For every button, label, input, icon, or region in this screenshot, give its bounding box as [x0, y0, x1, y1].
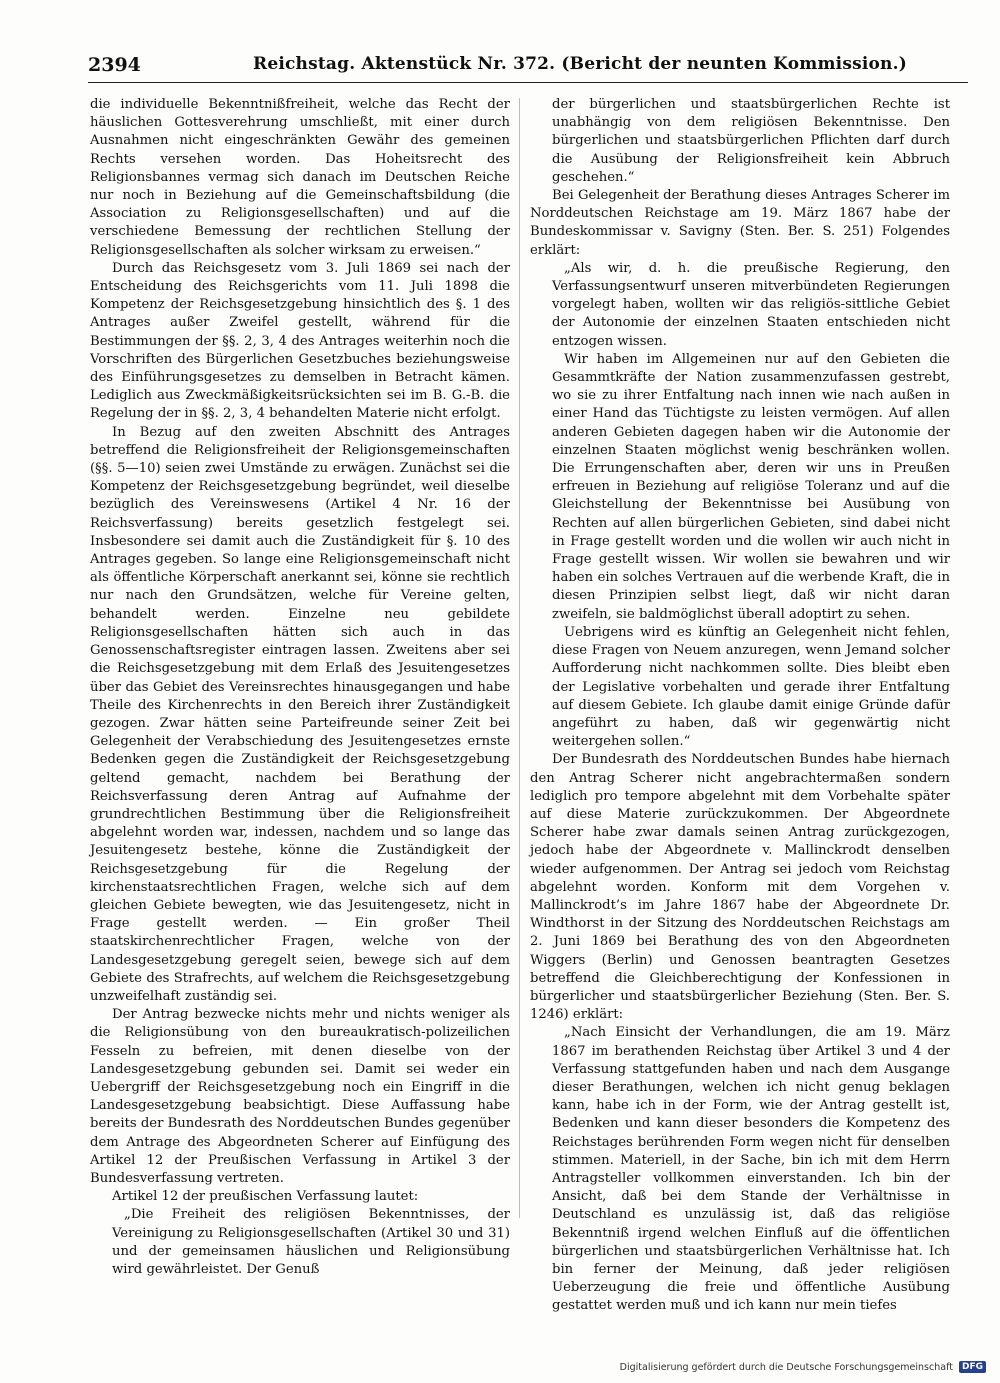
paragraph: die individuelle Bekenntnißfreiheit, welche das Recht der häuslichen Gottesverehrung umschließt, mit einer durch Ausnahmen nicht eingeschränkten Gewähr des gemeinen Rechts versehen worden. Das Hoheitsrecht des Religionsbannes vermag sich danach im Deutschen Reiche nur noch in Beziehung auf die Gemeinschaftsbildung (die Association zu Religionsgesellschaften) und auf die verschiedene Bemessung der rechtlichen Stellung der Religionsgesellschaften als solcher wirksam zu erweisen.“: [90, 97, 510, 258]
left-column: [90, 96, 510, 1279]
paragraph: Durch das Reichsgesetz vom 3. Juli 1869 sei nach der Entscheidung des Reichsgerichts vom 11. Juli 1898 die Kompetenz der Reichsgesetzgebung hinsichtlich des §. 1 des Antrages außer Zweifel gestellt, während für die Bestimmungen der §§. 2, 3, 4 des Antrages weiterhin noch die Vorschriften des Bürgerlichen Gesetzbuches beziehungsweise des Einführungsgesetzes zu demselben in Betracht kämen. Lediglich aus Zweckmäßigkeitsrücksichten sei im B. G.-B. die Regelung der in §§. 2, 3, 4 behandelten Materie nicht erfolgt.: [90, 260, 510, 422]
credit-text: Digitalisierung gefördert durch die Deutsche Forschungsgemeinschaft: [619, 1361, 953, 1373]
right-column: [530, 96, 950, 1316]
column-divider: [519, 98, 520, 1218]
paragraph: Bei Gelegenheit der Berathung dieses Antrages Scherer im Norddeutschen Reichstage am 19. März 1867 habe der Bundeskommissar v. Savigny (Sten. Ber. S. 251) Folgendes erklärt:: [530, 188, 950, 258]
paragraph: In Bezug auf den zweiten Abschnitt des Antrages betreffend die Religionsfreiheit der Religionsgemeinschaften (§§. 5—10) seien zwei Umstände zu erwägen. Zunächst sei die Kompetenz der Reichsgesetzgebung begründet, weil dieselbe bezüglich des Vereinswesens (Artikel 4 Nr. 16 der Reichsverfassung) bereits gesetzlich festgelegt sei. Insbesondere sei damit auch die Zuständigkeit für §. 10 des Antrages gegeben. So lange eine Religionsgemeinschaft nicht als öffentliche Körperschaft anerkannt sei, könne sie rechtlich nur nach den Grundsätzen, welche für Vereine gelten, behandelt werden. Einzelne neu gebildete Religionsgesellschaften hätten sich auch in das Genossenschaftsregister eintragen lassen. Zweitens aber sei die Reichsgesetzgebung mit dem Erlaß des Jesuitengesetzes über das Gebiet des Vereinsrechtes hinausgegangen und habe Theile des Kirchenrechts in den Bereich ihrer Zuständigkeit gezogen. Zwar hätten seine Parteifreunde seiner Zeit bei Gelegenheit der Verabschiedung des Jesuitengesetzes ernste Bedenken gegen die Zuständigkeit der Reichsgesetzgebung geltend gemacht, nachdem bei Berathung der Reichsverfassung deren Antrag auf Aufnahme der grundrechtlichen Bestimmung über die Religionsfreiheit abgelehnt worden war, indessen, nachdem und so lange das Jesuitengesetz bestehe, könne die Zuständigkeit der Reichsgesetzgebung für die Regelung der kirchenstaatsrechtlichen Fragen, welche sich auf dem gleichen Gebiete bewegten, wie das Jesuitengesetz, nicht in Frage gestellt werden. — Ein großer Theil staatskirchenrechtlicher Fragen, welche von der Landesgesetzgebung geregelt seien, bewege sich auf dem Gebiete des Strafrechts, auf welchem die Reichsgesetzgebung unzweifelhaft zuständig sei.: [90, 424, 510, 1004]
quoted-paragraph: „Nach Einsicht der Verhandlungen, die am 19. März 1867 im berathenden Reichstag über Artikel 3 und 4 der Verfassung stattgefunden haben und nach dem Ausgange dieser Berathungen, welchen ich nicht genug beklagen kann, habe ich in der Form, wie der Antrag gestellt ist, Bedenken und kann dieser besonders die Kompetenz des Reichstages berührenden Form wegen nicht für denselben stimmen. Materiell, in der Sache, bin ich mit dem Herrn Antragsteller vollkommen einverstanden. Ich bin der Ansicht, daß bei dem Stande der Verhältnisse in Deutschland es unzulässig ist, daß das religiöse Bekenntniß irgend welchen Einfluß auf die öffentlichen bürgerlichen und staatsbürgerlichen Verhältnisse hat. Ich bin ferner der Meinung, daß jeder religiösen Ueberzeugung die freie und öffentliche Ausübung gestattet werden muß und ich kann nur mein tiefes: [552, 1025, 950, 1314]
running-head: Reichstag. Aktenstück Nr. 372. (Bericht der neunten Kommission.): [253, 54, 907, 74]
quoted-paragraph: „Als wir, d. h. die preußische Regierung, den Verfassungsentwurf unseren mitverbündeten Regierungen vorgelegt haben, wollten wir das religiös-sittliche Gebiet der Autonomie der einzelnen Staaten entschieden nicht entzogen wissen.: [552, 260, 950, 349]
quoted-paragraph: Uebrigens wird es künftig an Gelegenheit nicht fehlen, diese Fragen von Neuem anzuregen, wenn Jemand solcher Aufforderung nicht nachkommen sollte. Dies bleibt eben der Legislative vorbehalten und gerade ihrer Entfaltung auf diesem Gebiete. Ich glaube damit einige Gründe dafür angeführt zu haben, daß wir gegenwärtig nicht weitergehen sollen.“: [552, 624, 950, 750]
quoted-paragraph: Wir haben im Allgemeinen nur auf den Gebieten die Gesammtkräfte der Nation zusammenzufassen gestrebt, wo sie zu ihrer Entfaltung nach innen wie nach außen in einer Hand das Tüchtigste zu leisten vermögen. Auf allen anderen Gebieten dagegen haben wir die Autonomie der einzelnen Staaten möglichst wenig beschränken wollen. Die Errungenschaften aber, deren wir uns in Preußen erfreuen in Beziehung auf religiöse Toleranz und auf die Gleichstellung der Bekenntnisse bei Ausübung von Rechten auf allen bürgerlichen Gebieten, sind dabei nicht in Frage gestellt worden und die wollen wir auch nicht in Frage gestellt wissen. Wir wollen sie bewahren und wir haben ein solches Vertrauen auf die werbende Kraft, die in diesen Prinzipien selbst liegt, daß wir nicht daran zweifeln, sie baldmöglichst überall adoptirt zu sehen.: [552, 351, 950, 622]
quoted-paragraph: der bürgerlichen und staatsbürgerlichen Rechte ist unabhängig von dem religiösen Bekenntnisse. Den bürgerlichen und staatsbürgerlichen Pflichten darf durch die Ausübung der Religionsfreiheit kein Abbruch geschehen.“: [552, 97, 950, 185]
paragraph: Artikel 12 der preußischen Verfassung lautet:: [112, 1189, 419, 1205]
page-number: 2394: [88, 54, 141, 76]
dfg-logo: DFG: [959, 1361, 986, 1373]
paragraph: Der Bundesrath des Norddeutschen Bundes habe hiernach den Antrag Scherer nicht angebrachtermaßen sondern lediglich pro tempore abgelehnt mit dem Vorbehalte später auf diese Materie zurückzukommen. Der Abgeordnete Scherer habe zwar damals seinen Antrag zurückgezogen, jedoch habe der Abgeordnete v. Mallinckrodt denselben wieder aufgenommen. Der Antrag sei jedoch vom Reichstag abgelehnt worden. Konform mit dem Vorgehen v. Mallinckrodt’s im Jahre 1867 habe der Abgeordnete Dr. Windthorst in der Sitzung des Norddeutschen Reichstags am 2. Juni 1869 bei Berathung des von den Abgeordneten Wiggers (Berlin) und Genossen beantragten Gesetzes betreffend die Gleichberechtigung der Konfessionen in bürgerlicher und staatsbürgerlicher Beziehung (Sten. Ber. S. 1246) erklärt:: [530, 752, 950, 1023]
quoted-paragraph: „Die Freiheit des religiösen Bekenntnisses, der Vereinigung zu Religionsgesellschaften (Artikel 30 und 31) und der gemeinsamen häuslichen und Religionsübung wird gewährleistet. Der Genuß: [112, 1207, 510, 1277]
paragraph: Der Antrag bezwecke nichts mehr und nichts weniger als die Religionsübung von den bureaukratisch-polizeilichen Fesseln zu befreien, mit denen dieselbe von der Landesgesetzgebung gebunden sei. Damit sei weder ein Uebergriff der Reichsgesetzgebung noch ein Eingriff in die Landesgesetzgebung beabsichtigt. Diese Auffassung habe bereits der Bundesrath des Norddeutschen Bundes gegenüber dem Antrage des Abgeordneten Scherer auf Einfügung des Artikel 12 der Preußischen Verfassung in Artikel 3 der Bundesverfassung vertreten.: [90, 1007, 510, 1186]
digitization-credit: [620, 1361, 986, 1373]
page-header: [88, 52, 968, 83]
